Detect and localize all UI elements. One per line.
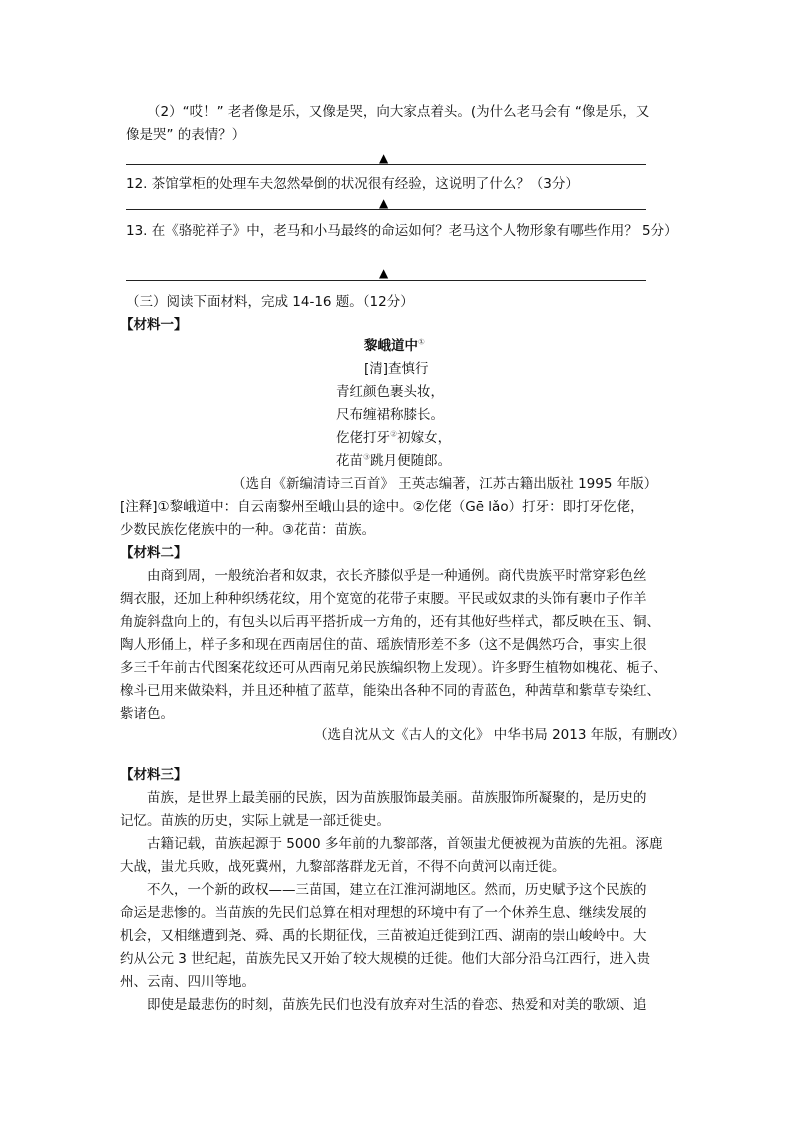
- material-2-line: 紫诸色。: [120, 706, 174, 722]
- material-3-line: 记忆。苗族的历史，实际上就是一部迁徙史。: [120, 813, 390, 829]
- poem-author: [清]查慎行: [364, 361, 429, 377]
- material-2-line: 多三千年前古代图案花纹还可从西南兄弟民族编织物上发现）。许多野生植物如槐花、栀子、: [120, 660, 667, 676]
- material-3-line: 命运是悲惨的。当苗族的先民们总算在相对理想的环境中有了一个休养生息、继续发展的: [120, 905, 647, 921]
- footnote-marker: ③: [363, 452, 371, 462]
- material-3-line: 机会，又相继遭到尧、舜、禹的长期征伐，三苗被迫迁徙到江西、湖南的崇山峻岭中。大: [120, 928, 647, 944]
- answer-marker-triangle-icon: ▲: [379, 196, 389, 210]
- poem-line-1: 青红颜色裹头妆，: [336, 384, 444, 400]
- material-2-source: （选自沈从文《古人的文化》 中华书局 2013 年版，有删改）: [314, 727, 686, 743]
- answer-marker-triangle-icon: ▲: [379, 266, 389, 280]
- question-12: 12. 茶馆掌柜的处理车夫忽然晕倒的状况很有经验，这说明了什么？（3分）: [126, 176, 579, 192]
- material-3-line: 约从公元 3 世纪起，苗族先民又开始了较大规模的迁徙。他们大部分沿乌江西行，进入贵: [120, 951, 651, 967]
- material-2-line: 陶人形俑上，样子多和现在西南居住的苗、瑶族情形差不多（这不是偶然巧合，事实上很: [120, 637, 647, 653]
- material-3-line: 不久，一个新的政权——三苗国，建立在江淮河湖地区。然而，历史赋予这个民族的: [147, 882, 647, 898]
- footnote-marker: ②: [390, 429, 398, 439]
- answer-line[interactable]: [126, 280, 646, 281]
- material-2-line: 橡斗已用来做染料，并且还种植了蓝草，能染出各种不同的青蓝色，种茜草和紫草专染红、: [120, 683, 660, 699]
- poem-line-3: 仡佬打牙②初嫁女，: [336, 429, 452, 446]
- question-13: 13. 在《骆驼祥子》中，老马和小马最终的命运如何？老马这个人物形象有哪些作用？ 5分）: [126, 223, 678, 239]
- material-3-line: 苗族，是世界上最美丽的民族，因为苗族服饰最美丽。苗族服饰所凝聚的，是历史的: [147, 790, 647, 806]
- poem-title: 黎峨道中①: [364, 337, 425, 354]
- poem-line-2: 尺布缠裙称膝长。: [336, 407, 444, 423]
- material-2-line: 绸衣服，还加上种种织绣花纹，用个宽宽的花带子束腰。平民或奴隶的头饰有裹巾子作羊: [120, 591, 647, 607]
- material-1-label: 【材料一】: [120, 317, 188, 333]
- section-3-heading: （三）阅读下面材料，完成 14-16 题。（12分）: [126, 294, 414, 310]
- answer-line[interactable]: [126, 209, 646, 210]
- material-3-line: 古籍记载，苗族起源于 5000 多年前的九黎部落，首领蚩尤便被视为苗族的先祖。涿鹿: [147, 836, 663, 852]
- poem-notes-line-1: [注释]①黎峨道中：自云南黎州至峨山县的途中。②仡佬（Gē lǎo）打牙：即打牙仡佬，: [120, 499, 644, 515]
- answer-line[interactable]: [126, 164, 646, 165]
- poem-line-4: 花苗③跳月便随郎。: [336, 452, 452, 469]
- q11-part2-line1: （2）“哎！” 老者像是乐，又像是哭，向大家点着头。(为什么老马会有 “像是乐，又: [147, 104, 650, 120]
- material-3-label: 【材料三】: [120, 767, 188, 783]
- material-3-line: 即使是最悲伤的时刻，苗族先民们也没有放弃对生活的眷恋、热爱和对美的歌颂、追: [147, 997, 647, 1013]
- material-3-line: 州、云南、四川等地。: [120, 974, 255, 990]
- poem-notes-line-2: 少数民族仡佬族中的一种。③花苗：苗族。: [120, 522, 376, 538]
- q11-part2-line2: 像是哭” 的表情？）: [126, 127, 246, 143]
- material-2-label: 【材料二】: [120, 545, 188, 561]
- footnote-marker: ①: [418, 337, 425, 347]
- material-2-line: 角旋斜盘向上的，有包头以后再平搭折成一方角的，还有其他好些样式，都反映在玉、铜、: [120, 614, 660, 630]
- poem-source: （选自《新编清诗三百首》 王英志编著，江苏古籍出版社 1995 年版）: [232, 476, 658, 492]
- answer-marker-triangle-icon: ▲: [379, 151, 389, 165]
- material-3-line: 大战，蚩尤兵败，战死冀州，九黎部落群龙无首，不得不向黄河以南迁徙。: [120, 859, 566, 875]
- material-2-line: 由商到周，一般统治者和奴隶，衣长齐膝似乎是一种通例。商代贵族平时常穿彩色丝: [147, 568, 647, 584]
